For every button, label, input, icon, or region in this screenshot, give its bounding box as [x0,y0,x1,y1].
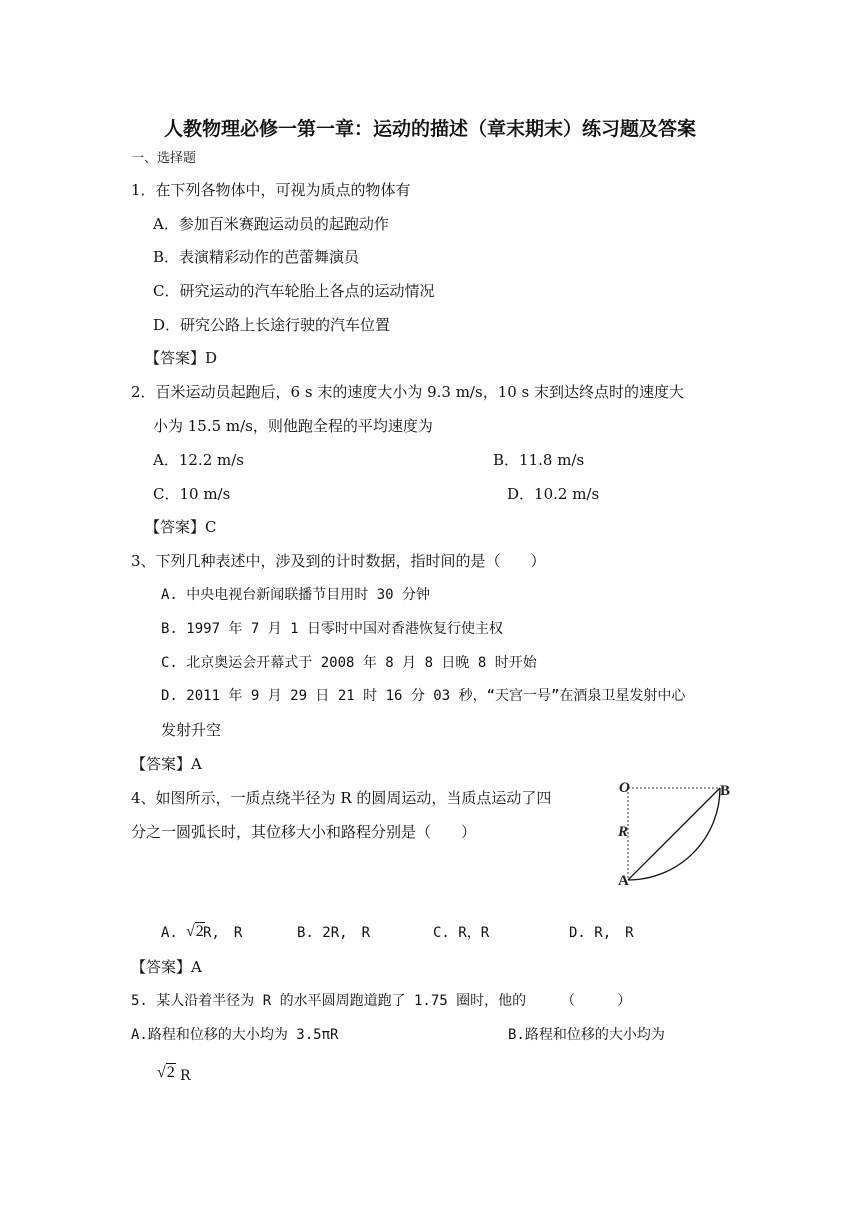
q2-option-b: B．11.8 m/s [493,451,585,469]
q2-option-c: C．10 m/s [153,485,231,503]
q4-option-b: B. 2R, R [297,925,371,941]
q1-option-b: B．表演精彩动作的芭蕾舞演员 [153,248,360,266]
q4-stem-line1: 4、如图所示，一质点绕半径为 R 的圆周运动，当质点运动了四 [131,789,552,807]
q4-option-a-radicand: 2 [195,923,204,940]
section-heading: 一、选择题 [131,151,197,166]
q1-option-a: A．参加百米赛跑运动员的起跑动作 [153,215,389,233]
q4-option-c: C. R，R [433,925,490,941]
q3-option-d-line1: D. 2011 年 9 月 29 日 21 时 16 分 03 秒，“天宫一号”在酒泉卫星发射中心 [161,688,686,704]
q3-option-c: C. 北京奥运会开幕式于 2008 年 8 月 8 日晚 8 时开始 [161,655,537,671]
q5-option-a: A.路程和位移的大小均为 3.5πR [131,1027,339,1043]
label-o: O [619,780,630,796]
q3-option-b: B. 1997 年 7 月 1 日零时中国对香港恢复行使主权 [161,621,504,637]
label-a: A [618,873,629,889]
q3-option-a: A. 中央电视台新闻联播节目用时 30 分钟 [161,587,431,603]
q3-option-d-line2: 发射升空 [161,721,222,739]
q4-option-d: D. R, R [569,925,634,941]
q4-stem-line2: 分之一圆弧长时，其位移大小和路程分别是（ ） [131,823,477,841]
q1-option-c: C．研究运动的汽车轮胎上各点的运动情况 [153,282,435,300]
q2-option-a: A．12.2 m/s [153,451,244,469]
q4-answer: 【答案】A [131,958,202,976]
q5-option-b-sqrt: √2 [157,1064,175,1081]
q3-stem: 3、下列几种表述中，涉及到的计时数据，指时间的是（ ） [131,552,546,570]
q3-answer: 【答案】A [131,755,202,773]
q1-stem: 1．在下列各物体中，可视为质点的物体有 [131,181,411,199]
q2-answer: 【答案】C [145,518,217,536]
document-title: 人教物理必修一第一章：运动的描述（章末期末）练习题及答案 [163,118,696,140]
q2-stem-line2: 小为 15.5 m/s，则他跑全程的平均速度为 [153,417,433,435]
q4-option-a-prefix: A. [161,925,178,941]
label-r: R [618,824,629,840]
q1-answer: 【答案】D [145,349,218,367]
q5-option-b-unit: R [180,1068,191,1084]
q2-stem-line1: 2．百米运动员起跑后，6 s 末的速度大小为 9.3 m/s，10 s 末到达终点时的速度大 [131,383,685,401]
q4-option-a-rest: R, R [203,925,243,941]
q4-option-a-sqrt: √2 [186,923,204,940]
q5-stem: 5. 某人沿着半径为 R 的水平圆周跑道跑了 1.75 圈时，他的 （ ） [131,993,632,1009]
chord-ab-line [628,788,720,880]
q5-option-b-radicand: 2 [166,1064,175,1081]
quarter-circle-figure [612,774,740,890]
label-b: B [720,783,731,799]
q1-option-d: D．研究公路上长途行驶的汽车位置 [153,316,391,334]
q2-option-d: D．10.2 m/s [507,485,600,503]
q5-option-b: B.路程和位移的大小均为 [508,1027,665,1043]
